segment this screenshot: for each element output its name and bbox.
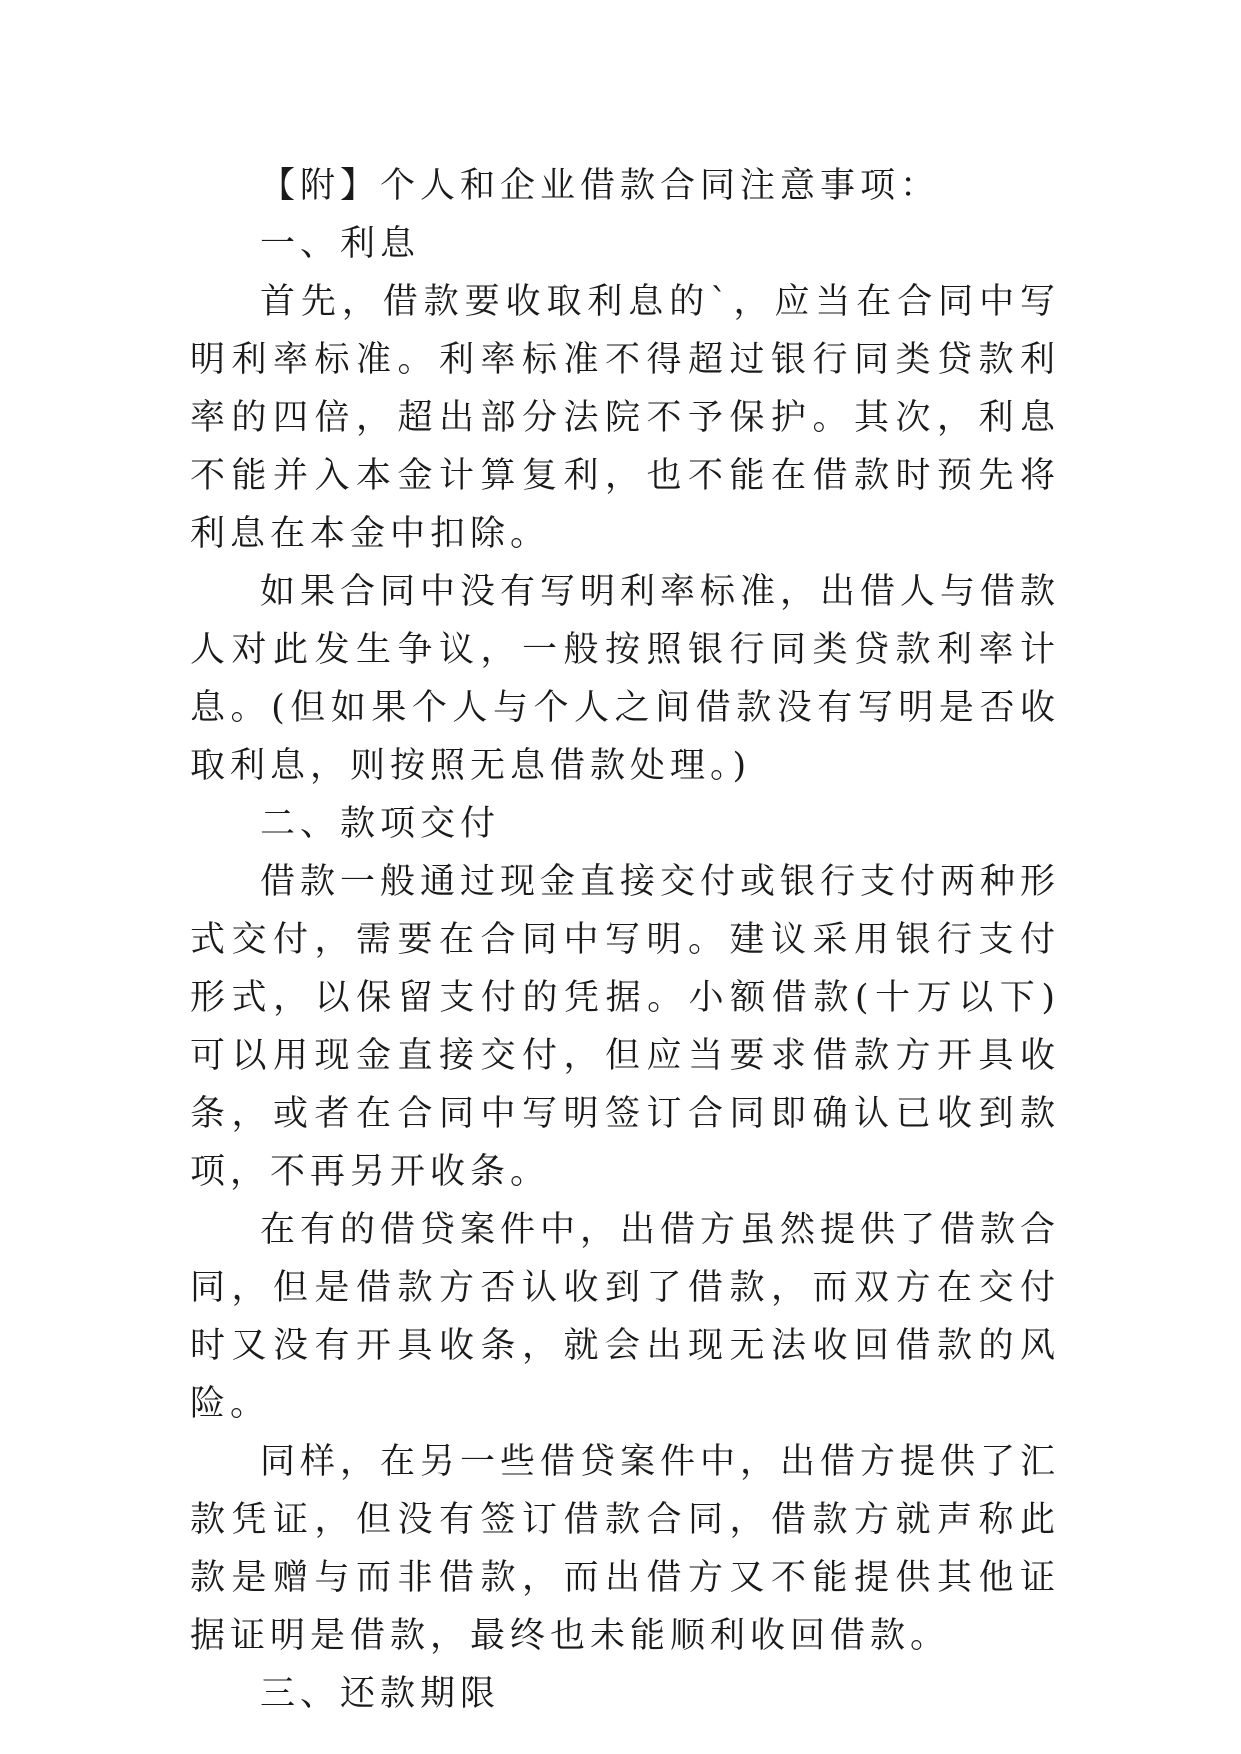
paragraph: 借款一般通过现金直接交付或银行支付两种形式交付，需要在合同中写明。建议采用银行支付形式，以保留支付的凭据。小额借款(十万以下)可以用现金直接交付，但应当要求借款方开具收条，或者在合同中写明签订合同即确认已收到款项，不再另开收条。: [190, 862, 1061, 1192]
document-body: [190, 157, 1060, 1723]
paragraph: 首先，借款要收取利息的`，应当在合同中写明利率标准。利率标准不得超过银行同类贷款利率的四倍，超出部分法院不予保护。其次，利息不能并入本金计算复利，也不能在借款时预先将利息在本金中扣除。: [190, 282, 1060, 554]
section-heading-repayment-term: 三、还款期限: [260, 1674, 501, 1714]
document-title: 【附】个人和企业借款合同注意事项：: [260, 166, 941, 206]
paragraph: 同样，在另一些借贷案件中，出借方提供了汇款凭证，但没有签订借款合同，借款方就声称此款是赠与而非借款，而出借方又不能提供其他证据证明是借款，最终也未能顺利收回借款。: [190, 1442, 1061, 1656]
section-heading-interest: 一、利息: [260, 224, 421, 264]
paragraph: 在有的借贷案件中，出借方虽然提供了借款合同，但是借款方否认收到了借款，而双方在交付时又没有开具收条，就会出现无法收回借款的风险。: [190, 1210, 1061, 1424]
section-heading-payment-delivery: 二、款项交付: [260, 804, 501, 844]
paragraph: 如果合同中没有写明利率标准，出借人与借款人对此发生争议，一般按照银行同类贷款利率计息。(但如果个人与个人之间借款没有写明是否收取利息，则按照无息借款处理。): [190, 572, 1061, 786]
